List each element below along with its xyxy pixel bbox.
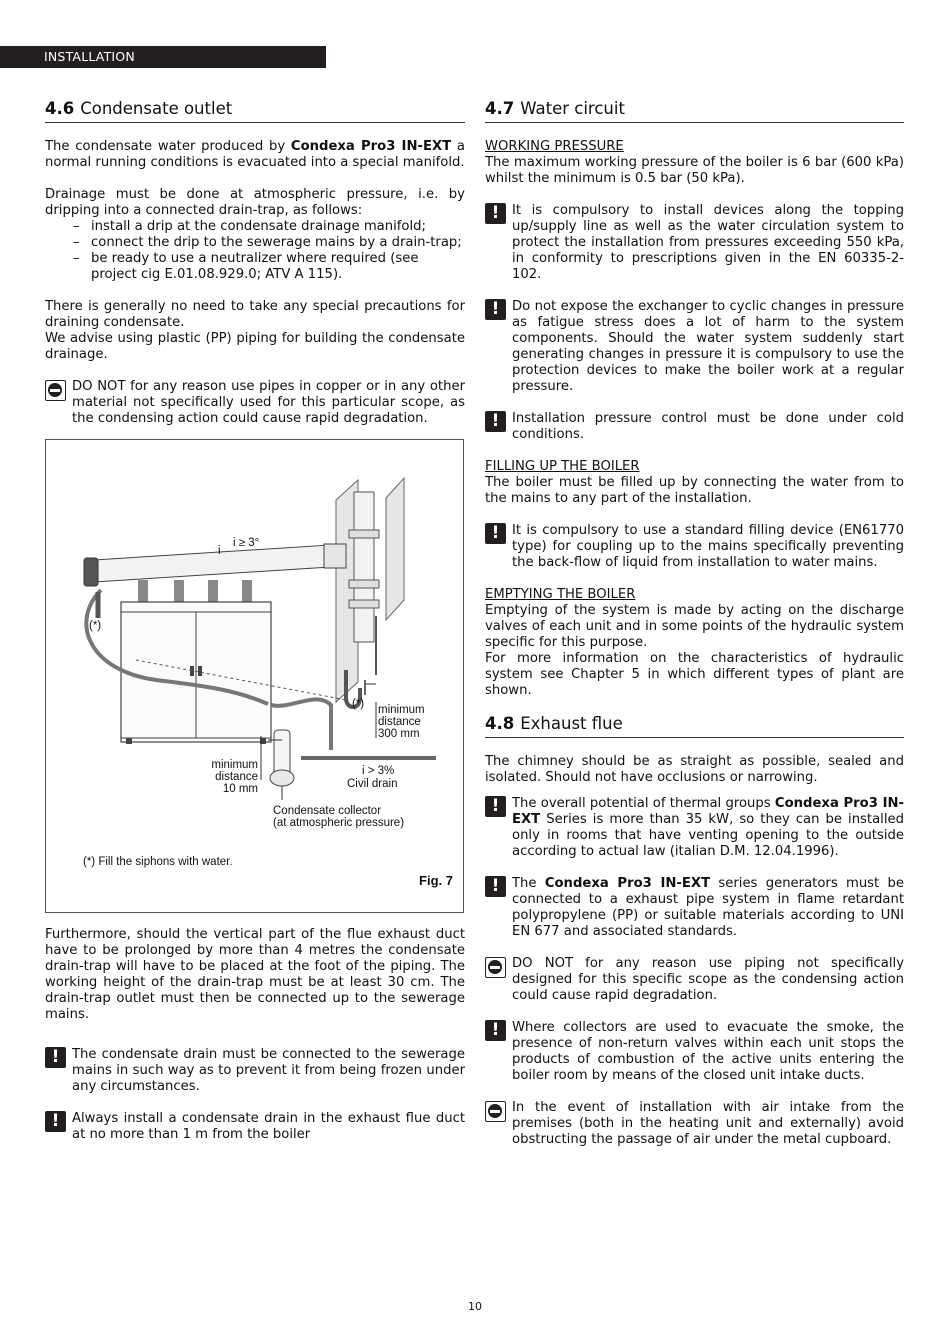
warning-note: ! The Condexa Pro3 IN-EXT series generators must be connected to a exhaust pipe system in flame retardant polypropylene (PP) or suitable materials according to UNI EN 677 and associated standards. [485,876,904,940]
subheading-filling: FILLING UP THE BOILER [485,459,640,474]
siphon-left-label: (*) [89,620,102,632]
warning-icon: ! [485,796,506,817]
warning-icon: ! [485,876,506,897]
civil-drain-label: Civil drain [347,778,398,790]
right-column [485,98,904,1148]
paragraph: The boiler must be filled up by connecting the water from to the mains to any part of the installation. [485,475,904,506]
list-item: – install a drip at the condensate drainage manifold; [61,219,465,235]
warning-icon: ! [485,1020,506,1041]
warning-note: ! The condensate drain must be connected to the sewerage mains in such way as to prevent it from being frozen under any circumstances. [45,1047,465,1095]
paragraph: Emptying of the system is made by acting on the discharge valves of each unit and in some points of the hydraulic system specific for this purpose. [485,603,904,650]
paragraph: For more information on the characteristics of hydraulic system see Chapter 5 in which different types of plant are shown. [485,651,904,698]
section-title-exhaust-flue: 4.8 Exhaust flue [485,713,904,738]
drainage-list [45,219,465,283]
list-item: – connect the drip to the sewerage mains by a drain-trap; [61,235,465,251]
figure-7 [45,439,464,913]
collector-label: Condensate collector (at atmospheric pressure) [273,805,405,829]
warning-note: ! It is compulsory to install devices along the topping up/supply line as well as the water circulation system to protect the installation from pressures exceeding 550 kPa, in conformity to prescriptions given in the EN 60335-2-102. [485,203,904,283]
min-distance-300-label: minimum distance 300 mm [378,704,425,740]
paragraph: There is generally no need to take any special precautions for draining condensate. [45,299,465,330]
fill-note: (*) Fill the siphons with water. [83,856,233,868]
warning-note: ! Where collectors are used to evacuate the smoke, the presence of non-return valves within each unit stops the products of combustion of the active units entering the boiler room by means of the closed unit intake ducts. [485,1020,904,1084]
figure-caption: Fig. 7 [419,873,453,888]
prohibition-note: DO NOT for any reason use piping not specifically designed for this specific scope as the condensing action could cause rapid degradation. [485,956,904,1004]
paragraph: The maximum working pressure of the boiler is 6 bar (600 kPa) whilst the minimum is 0.5 bar (50 kPa). [485,155,904,186]
min-distance-10-label: minimum distance 10 mm [211,759,258,795]
condensate-diagram [46,440,465,914]
warning-note: ! It is compulsory to use a standard filling device (EN61770 type) for coupling up to the mains specifically preventing the back-flow of liquid from installation to water mains. [485,523,904,571]
prohibition-note: In the event of installation with air intake from the premises (both in the heating unit and externally) avoid obstructing the passage of air under the metal cupboard. [485,1100,904,1148]
prohibition-icon [45,380,66,401]
left-column [45,98,465,1143]
paragraph: Furthermore, should the vertical part of the flue exhaust duct have to be prolonged by more than 4 metres the condensate drain-trap will have to be placed at the foot of the piping. The working height of the drain-trap must be at least 30 cm. The drain-trap outlet must then be connected up to the sewerage mains. [45,927,465,1022]
warning-note: ! Installation pressure control must be done under cold conditions. [485,411,904,443]
list-item: – be ready to use a neutralizer where required (see project cig E.01.08.929.0; ATV A 115). [61,251,465,283]
subheading-working-pressure: WORKING PRESSURE [485,139,624,154]
warning-icon: ! [485,203,506,224]
paragraph: The condensate water produced by Condexa Pro3 IN-EXT a normal running conditions is evacuated into a special manifold. [45,139,466,170]
warning-icon: ! [45,1047,66,1068]
siphon-right-label: (*) [352,698,365,710]
slope-label: i ≥ 3° [233,537,260,549]
warning-note: ! Do not expose the exchanger to cyclic changes in pressure as fatigue stress does a lot of harm to the system components. Should the water system suddenly start generating changes in pressure it is compulsory to use the protection devices to make the boiler work at a regular pressure. [485,299,904,395]
paragraph: We advise using plastic (PP) piping for building the condensate drainage. [45,331,465,362]
paragraph: Drainage must be done at atmospheric pressure, i.e. by dripping into a connected drain-trap, as follows: [45,187,465,218]
warning-note: ! The overall potential of thermal groups Condexa Pro3 IN-EXT Series is more than 35 kW, so they can be installed only in rooms that have venting opening to the outside according to actual law (italian D.M. 12.04.1996). [485,796,904,860]
prohibition-icon [485,957,506,978]
slope-i-label: i [218,545,221,557]
paragraph: The chimney should be as straight as possible, sealed and isolated. Should not have occlusions or narrowing. [485,754,904,785]
subheading-emptying: EMPTYING THE BOILER [485,587,636,602]
page-number: 10 [468,1300,482,1313]
warning-icon: ! [485,523,506,544]
section-title-water-circuit: 4.7 Water circuit [485,98,904,123]
warning-note: ! Always install a condensate drain in the exhaust flue duct at no more than 1 m from the boiler [45,1111,465,1143]
civil-slope-label: i > 3% [362,765,395,777]
section-title-condensate: 4.6 Condensate outlet [45,98,465,123]
prohibition-note: DO NOT for any reason use pipes in copper or in any other material not specifically used for this particular scope, as the condensing action could cause rapid degradation. [45,379,465,427]
warning-icon: ! [45,1111,66,1132]
warning-icon: ! [485,411,506,432]
prohibition-icon [485,1101,506,1122]
warning-icon: ! [485,299,506,320]
section-header: INSTALLATION [0,46,326,68]
